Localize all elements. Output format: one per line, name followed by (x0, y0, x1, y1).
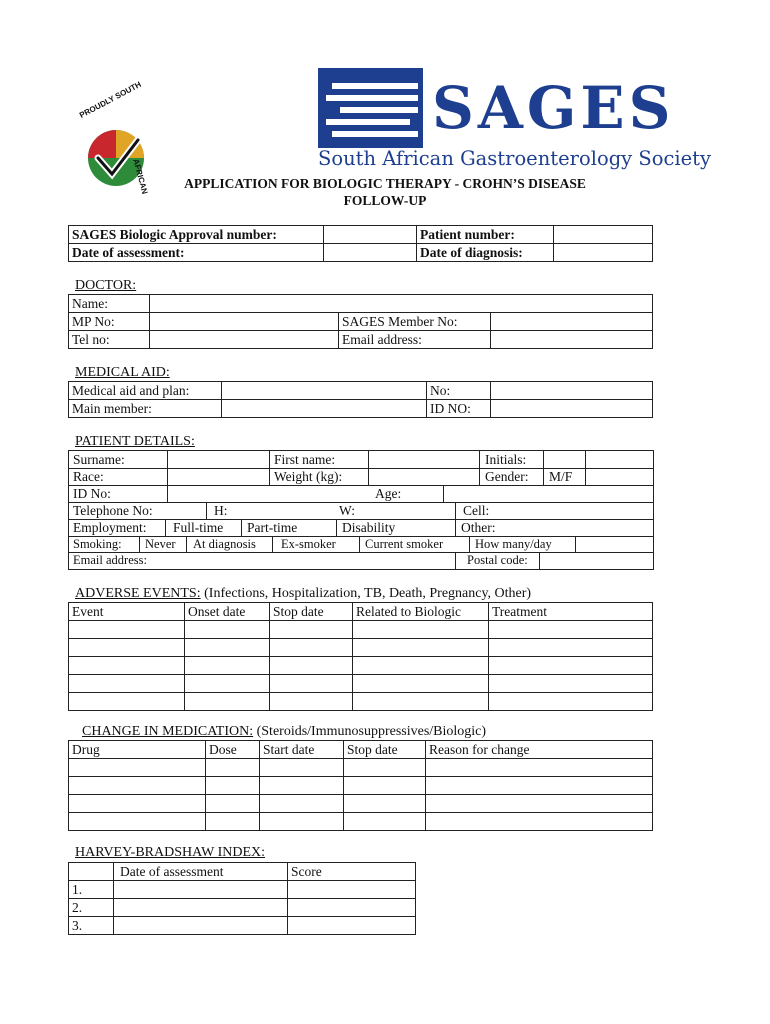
telephone-home-label: H: (214, 503, 228, 518)
adverse-events-title: ADVERSE EVENTS: (75, 586, 201, 601)
telephone-label: Telephone No: (73, 503, 153, 518)
hbi-row-number: 1. (69, 881, 114, 899)
hbi-table (68, 862, 416, 935)
medical-aid-plan-label: Medical aid and plan: (69, 382, 222, 400)
table-row (69, 639, 653, 657)
sages-logo-icon (318, 68, 428, 148)
hbi-heading: HARVEY-BRADSHAW INDEX: (75, 845, 265, 860)
initials-label: Initials: (485, 452, 527, 467)
smoking-never[interactable]: Never (145, 537, 176, 551)
assessment-date-label: Date of assessment: (69, 244, 324, 262)
table-row (69, 759, 653, 777)
patient-number-field[interactable] (554, 226, 653, 244)
table-row (69, 917, 416, 935)
age-field[interactable] (444, 485, 652, 502)
main-member-id-field[interactable] (491, 400, 653, 418)
main-member-id-label: ID NO: (427, 400, 491, 418)
table-row (69, 899, 416, 917)
table-row (69, 777, 653, 795)
smoking-ex-smoker[interactable]: Ex-smoker (281, 537, 336, 551)
mp-no-label: MP No: (69, 313, 150, 331)
approval-number-label: SAGES Biologic Approval number: (69, 226, 324, 244)
weight-field[interactable] (369, 468, 479, 485)
mp-no-field[interactable] (150, 313, 339, 331)
patient-details-heading: PATIENT DETAILS: (75, 434, 195, 449)
doctor-name-label: Name: (69, 295, 150, 313)
sages-member-field[interactable] (491, 313, 653, 331)
table-row (69, 693, 653, 711)
medication-col-stop: Stop date (344, 741, 426, 759)
doctor-email-field[interactable] (491, 331, 653, 349)
table-row (69, 657, 653, 675)
smoking-current[interactable]: Current smoker (365, 537, 444, 551)
employment-label: Employment: (73, 520, 147, 535)
medication-table (68, 740, 653, 831)
page-title-line1: APPLICATION FOR BIOLOGIC THERAPY - CROHN’S DISEASE (184, 176, 586, 191)
hbi-score-field[interactable] (288, 917, 416, 935)
diagnosis-date-label: Date of diagnosis: (417, 244, 554, 262)
medical-aid-no-label: No: (427, 382, 491, 400)
id-no-field[interactable] (168, 485, 368, 502)
table-row (69, 621, 653, 639)
first-name-label: First name: (274, 452, 336, 467)
doctor-table (68, 294, 653, 349)
tel-no-field[interactable] (150, 331, 339, 349)
weight-label: Weight (kg): (274, 469, 343, 484)
hbi-date-field[interactable] (114, 899, 288, 917)
adverse-col-related: Related to Biologic (353, 603, 489, 621)
surname-field[interactable] (168, 451, 268, 468)
employment-disability[interactable]: Disability (342, 520, 396, 535)
assessment-date-field[interactable] (324, 244, 417, 262)
telephone-work-label: W: (339, 503, 355, 518)
approval-number-field[interactable] (324, 226, 417, 244)
hbi-score-field[interactable] (288, 899, 416, 917)
smoking-how-many-field[interactable] (576, 536, 652, 552)
hbi-col-score: Score (288, 863, 416, 881)
medical-aid-heading: MEDICAL AID: (75, 365, 170, 380)
hbi-col-date: Date of assessment (114, 863, 288, 881)
doctor-name-field[interactable] (150, 295, 653, 313)
table-row (69, 881, 416, 899)
gender-field[interactable]: M/F (549, 469, 573, 484)
patient-email-field[interactable] (159, 552, 455, 568)
sages-member-label: SAGES Member No: (339, 313, 491, 331)
badge-bottom-text: AFRICAN (131, 158, 150, 196)
patient-details-block (68, 450, 654, 570)
adverse-col-treatment: Treatment (489, 603, 653, 621)
adverse-events-table (68, 602, 653, 711)
tel-no-label: Tel no: (69, 331, 150, 349)
hbi-score-field[interactable] (288, 881, 416, 899)
medication-note: (Steroids/Immunosuppressives/Biologic) (253, 724, 487, 739)
race-field[interactable] (168, 468, 268, 485)
postal-code-field[interactable] (540, 552, 652, 568)
telephone-cell-label: Cell: (463, 503, 490, 518)
hbi-date-field[interactable] (114, 917, 288, 935)
race-label: Race: (73, 469, 104, 484)
org-name: SAGES (432, 74, 675, 142)
initials-field[interactable] (544, 451, 652, 468)
diagnosis-date-field[interactable] (554, 244, 653, 262)
medical-aid-table (68, 381, 653, 418)
gender-label: Gender: (485, 469, 529, 484)
medical-aid-no-field[interactable] (491, 382, 653, 400)
adverse-events-note: (Infections, Hospitalization, TB, Death, Pregnancy, Other) (200, 586, 532, 601)
medication-col-reason: Reason for change (426, 741, 653, 759)
medication-title: CHANGE IN MEDICATION: (82, 724, 254, 739)
medication-col-start: Start date (260, 741, 344, 759)
doctor-heading: DOCTOR: (75, 278, 137, 293)
sages-logo (318, 68, 428, 148)
surname-label: Surname: (73, 452, 125, 467)
employment-fulltime[interactable]: Full-time (173, 520, 224, 535)
doctor-email-label: Email address: (339, 331, 491, 349)
main-member-field[interactable] (222, 400, 427, 418)
patient-email-label: Email address: (73, 553, 147, 567)
medical-aid-plan-field[interactable] (222, 382, 427, 400)
hbi-date-field[interactable] (114, 881, 288, 899)
badge-top-text: PROUDLY SOUTH (78, 79, 143, 120)
postal-code-label: Postal code: (467, 553, 528, 567)
org-full-name: South African Gastroenterology Society (318, 147, 712, 170)
table-row (69, 675, 653, 693)
adverse-col-onset: Onset date (185, 603, 270, 621)
age-label: Age: (375, 486, 402, 501)
adverse-col-event: Event (69, 603, 185, 621)
hbi-row-number: 3. (69, 917, 114, 935)
medication-col-drug: Drug (69, 741, 206, 759)
medication-heading (82, 724, 486, 740)
approval-table (68, 225, 653, 262)
smoking-at-diagnosis[interactable]: At diagnosis (193, 537, 256, 551)
page-title-line2: FOLLOW-UP (343, 193, 427, 208)
table-row (69, 813, 653, 831)
adverse-col-stop: Stop date (270, 603, 353, 621)
patient-number-label: Patient number: (417, 226, 554, 244)
table-row (69, 795, 653, 813)
employment-other-label: Other: (461, 520, 496, 535)
adverse-events-heading (75, 586, 531, 602)
smoking-how-many-label: How many/day (475, 537, 552, 551)
medication-col-dose: Dose (206, 741, 260, 759)
main-member-label: Main member: (69, 400, 222, 418)
first-name-field[interactable] (369, 451, 479, 468)
employment-parttime[interactable]: Part-time (247, 520, 298, 535)
smoking-label: Smoking: (73, 537, 122, 551)
id-no-label: ID No: (73, 486, 111, 501)
hbi-row-number: 2. (69, 899, 114, 917)
